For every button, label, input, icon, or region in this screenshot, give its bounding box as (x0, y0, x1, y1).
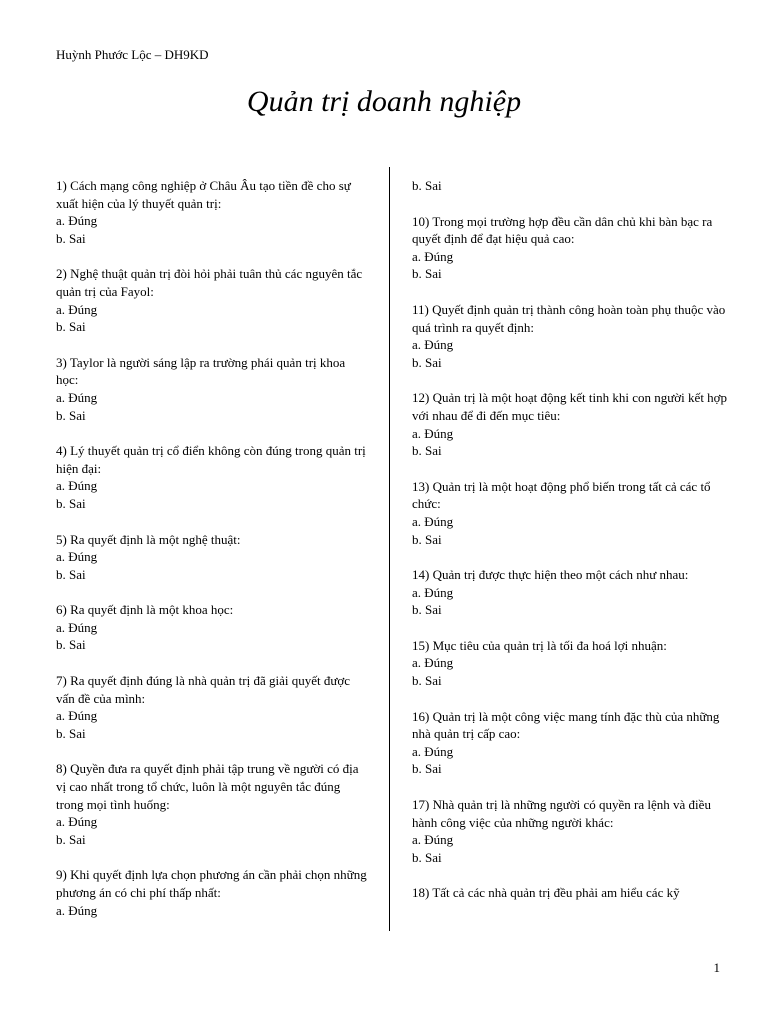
answer-option: a. Đúng (412, 655, 454, 671)
answer-option: a. Đúng (56, 708, 98, 724)
question-item (412, 213, 732, 283)
question-text: 3) Taylor là người sáng lập ra trường phái quản trị khoa học: (56, 354, 346, 388)
answer-option: a. Đúng (56, 549, 98, 565)
question-item (412, 177, 732, 195)
answer-option: b. Sai (56, 230, 86, 246)
question-text: 18) Tất cả các nhà quản trị đều phải am hiểu các kỹ (412, 885, 680, 901)
question-text: 8) Quyền đưa ra quyết định phải tập trung về người có địa vị cao nhất trong tổ chức, luôn là một nguyên tắc đúng trong mọi tình huống: (56, 761, 359, 812)
answer-option: a. Đúng (56, 213, 98, 229)
question-text: 2) Nghệ thuật quản trị đòi hỏi phải tuân thủ các nguyên tắc quản trị của Fayol: (56, 266, 363, 299)
answer-option: b. Sai (56, 725, 86, 741)
left-column (56, 177, 368, 937)
answer-option: a. Đúng (412, 425, 454, 441)
question-text: 11) Quyết định quản trị thành công hoàn toàn phụ thuộc vào quá trình ra quyết định: (412, 301, 726, 335)
answer-option: b. Sai (412, 443, 442, 459)
question-text: 10) Trong mọi trường hợp đều cần dân chủ khi bàn bạc ra quyết định để đạt hiệu quả cao: (412, 213, 713, 247)
question-item (412, 796, 732, 866)
question-text: 12) Quản trị là một hoạt động kết tinh khi con người kết hợp với nhau để đi đến mục tiêu: (412, 390, 728, 423)
page-number: 1 (713, 960, 720, 975)
answer-option: b. Sai (412, 849, 442, 865)
question-text: 4) Lý thuyết quản trị cổ điển không còn đúng trong quản trị hiện đại: (56, 443, 366, 476)
answer-option: a. Đúng (412, 513, 454, 529)
answer-option: a. Đúng (56, 478, 98, 494)
answer-option: b. Sai (56, 831, 86, 847)
question-item (56, 354, 368, 424)
question-item (412, 478, 732, 548)
answer-option: b. Sai (412, 761, 442, 777)
answer-option: b. Sai (56, 637, 86, 653)
question-item (412, 389, 732, 459)
answer-option: a. Đúng (412, 743, 454, 759)
question-item (56, 601, 368, 654)
answer-option: a. Đúng (412, 337, 454, 353)
question-text: 5) Ra quyết định là một nghệ thuật: (56, 531, 241, 547)
question-text: 7) Ra quyết định đúng là nhà quản trị đã giải quyết được vấn đề của mình: (56, 673, 351, 706)
question-item (56, 177, 368, 247)
answer-option: b. Sai (412, 178, 442, 193)
question-item (56, 265, 368, 335)
answer-option: a. Đúng (56, 814, 98, 830)
question-item (56, 672, 368, 742)
question-item (412, 637, 732, 690)
question-item (56, 760, 368, 848)
right-column (412, 177, 732, 920)
question-text: 1) Cách mạng công nghiệp ở Châu Âu tạo tiền đề cho sự xuất hiện của lý thuyết quản trị: (56, 178, 351, 211)
answer-option: a. Đúng (412, 584, 454, 600)
question-text: 17) Nhà quản trị là những người có quyền ra lệnh và điều hành công việc của những người khác: (412, 797, 711, 830)
question-text: 13) Quản trị là một hoạt động phổ biến trong tất cả các tổ chức: (412, 478, 711, 512)
question-text: 16) Quản trị là một công việc mang tính đặc thù của những nhà quản trị cấp cao: (412, 708, 720, 742)
answer-option: b. Sai (412, 602, 442, 618)
answer-option: a. Đúng (56, 301, 98, 317)
answer-option: a. Đúng (56, 619, 98, 635)
answer-option: b. Sai (412, 673, 442, 689)
answer-option: b. Sai (56, 319, 86, 335)
question-item (412, 884, 732, 902)
answer-option: b. Sai (412, 266, 442, 282)
answer-option: a. Đúng (412, 832, 454, 848)
answer-option: a. Đúng (56, 902, 98, 918)
column-divider (389, 167, 390, 931)
question-text: 15) Mục tiêu của quản trị là tối đa hoá lợi nhuận: (412, 637, 667, 653)
author-line: Huỳnh Phước Lộc – DH9KD (56, 47, 209, 62)
answer-option: b. Sai (56, 566, 86, 582)
question-item (56, 866, 368, 919)
question-text: 14) Quản trị được thực hiện theo một cách như nhau: (412, 567, 689, 583)
answer-option: a. Đúng (412, 248, 454, 264)
answer-option: b. Sai (56, 495, 86, 511)
question-text: 6) Ra quyết định là một khoa học: (56, 602, 234, 618)
document-title: Quản trị doanh nghiệp (246, 85, 522, 118)
question-item (56, 442, 368, 512)
question-item (412, 566, 732, 619)
question-item (412, 301, 732, 371)
answer-option: b. Sai (56, 407, 86, 423)
question-item (56, 531, 368, 584)
answer-option: b. Sai (412, 531, 442, 547)
answer-option: a. Đúng (56, 389, 98, 405)
answer-option: b. Sai (412, 354, 442, 370)
question-item (412, 708, 732, 778)
question-text: 9) Khi quyết định lựa chọn phương án cần phải chọn những phương án có chi phí thấp nhất: (56, 867, 367, 900)
